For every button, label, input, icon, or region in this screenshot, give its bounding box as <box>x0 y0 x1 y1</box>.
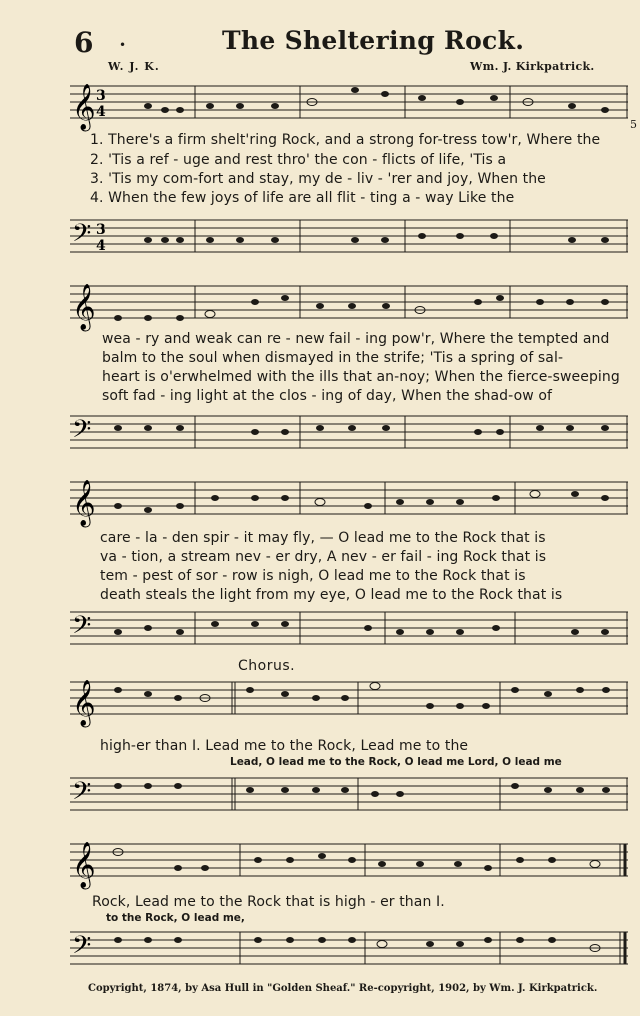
verse-line: tem - pest of sor - row is nigh, O lead me to the Rock that is <box>100 568 526 584</box>
verse-line: soft fad - ing light at the clos - ing of day, When the shad-ow of <box>102 388 553 404</box>
verse-line: wea - ry and weak can re - new fail - ing pow'r, Where the tempted and <box>102 331 610 347</box>
chorus-label: Chorus. <box>238 658 296 674</box>
treble-staff-chorus-1 <box>0 676 640 732</box>
bass-staff-chorus-2 <box>0 924 640 980</box>
treble-clef-icon: 𝄞 <box>72 680 96 726</box>
treble-staff-system-3 <box>0 476 640 532</box>
verse-line: heart is o'erwhelmed with the ills that an-noy; When the fierce-sweeping <box>102 369 620 385</box>
lyricist-credit: W. J. K. <box>108 60 160 73</box>
treble-clef-icon: 𝄞 <box>72 842 96 888</box>
verse-line: care - la - den spir - it may fly, — O lead me to the Rock that is <box>100 530 546 546</box>
verse-line: 3. 'Tis my com-fort and stay, my de - liv - 'rer and joy, When the <box>90 171 546 187</box>
chorus-line-1-small: Lead, O lead me to the Rock, O lead me Lord, O lead me <box>230 756 562 768</box>
verse-line: 1. There's a firm shelt'ring Rock, and a strong for-tress tow'r, Where the <box>90 132 601 148</box>
chorus-line-1: high-er than I. Lead me to the Rock, Lead me to the <box>100 738 469 754</box>
time-signature: 3 <box>96 88 106 104</box>
verse-line: va - tion, a stream nev - er dry, A nev - er fail - ing Rock that is <box>100 549 547 565</box>
copyright-notice: Copyright, 1874, by Asa Hull in "Golden Sheaf." Re-copyright, 1902, by Wm. J. Kirkpatrick. <box>88 983 598 994</box>
svg-text:3: 3 <box>96 222 106 238</box>
bass-clef-icon: 𝄢 <box>72 415 92 450</box>
treble-staff-system-1 <box>0 80 640 136</box>
treble-staff-system-2 <box>0 280 640 336</box>
chorus-line-2-small: to the Rock, O lead me, <box>106 912 245 924</box>
chorus-line-2: Rock, Lead me to the Rock that is high - er than I. <box>92 894 445 910</box>
bass-clef-icon: 𝄢 <box>72 777 92 812</box>
svg-text:4: 4 <box>96 238 106 254</box>
treble-clef-icon: 𝄞 <box>72 284 96 330</box>
svg-text:4: 4 <box>96 104 106 120</box>
bass-clef-icon: 𝄢 <box>72 611 92 646</box>
ornament-dot: • <box>119 38 127 52</box>
verse-line: 2. 'Tis a ref - uge and rest thro' the con - flicts of life, 'Tis a <box>90 152 507 168</box>
bass-staff-system-2 <box>0 408 640 464</box>
note-heads <box>144 87 609 113</box>
verse-line: death steals the light from my eye, O lead me to the Rock that is <box>100 587 563 603</box>
treble-clef-icon: 𝄞 <box>72 84 96 130</box>
hymn-title: The Sheltering Rock. <box>222 26 525 55</box>
hymn-number: 6 <box>74 26 94 59</box>
verse-line: balm to the soul when dismayed in the strife; 'Tis a spring of sal- <box>102 350 564 366</box>
bass-staff-chorus-1 <box>0 770 640 826</box>
bass-staff-system-3 <box>0 604 640 660</box>
staff-lines <box>70 86 628 118</box>
bass-clef-icon: 𝄢 <box>72 219 92 254</box>
bass-clef-icon: 𝄢 <box>72 931 92 966</box>
bass-staff-system-1 <box>0 212 640 268</box>
treble-clef-icon: 𝄞 <box>72 480 96 526</box>
treble-staff-chorus-2 <box>0 838 640 894</box>
verse-line: 4. When the few joys of life are all flit - ting a - way Like the <box>90 190 515 206</box>
composer-credit: Wm. J. Kirkpatrick. <box>470 60 595 73</box>
margin-mark: 5 <box>630 118 637 131</box>
